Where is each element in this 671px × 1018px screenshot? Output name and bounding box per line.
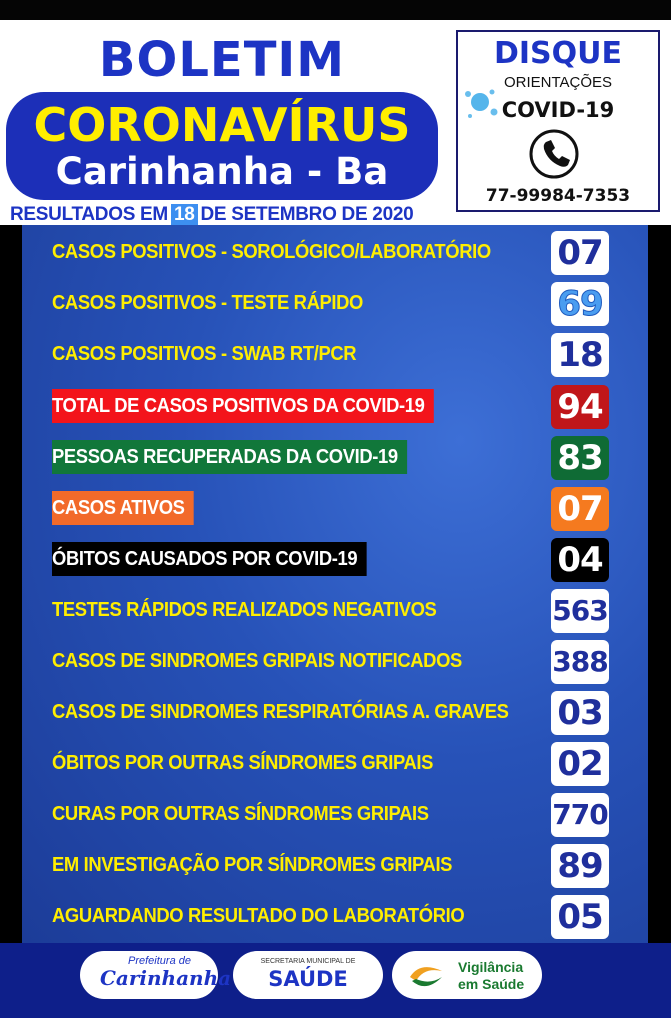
hotline-subtitle: ORIENTAÇÕES <box>503 74 613 91</box>
header <box>0 20 671 225</box>
hotline-topic: COVID-19 <box>501 98 615 122</box>
title-boletim: BOLETIM <box>98 32 346 88</box>
footer <box>0 943 671 1018</box>
stat-row <box>22 742 648 782</box>
stat-value: 69 <box>551 282 609 326</box>
stat-value: 03 <box>551 691 609 735</box>
stat-row <box>22 640 648 680</box>
stat-row <box>22 436 648 476</box>
results-date-line <box>10 204 450 226</box>
stat-value: 94 <box>551 385 609 429</box>
stat-row <box>22 487 648 527</box>
title-block <box>2 32 442 225</box>
logo-secretaria-main: SAÚDE <box>268 967 348 991</box>
stat-row <box>22 333 648 373</box>
stat-value: 07 <box>551 231 609 275</box>
title-city: Carinhanha - Ba <box>55 150 389 193</box>
stat-label: TESTES RÁPIDOS REALIZADOS NEGATIVOS <box>52 599 437 621</box>
stat-label: ÓBITOS CAUSADOS POR COVID-19 <box>52 542 366 576</box>
stat-label: ÓBITOS POR OUTRAS SÍNDROMES GRIPAIS <box>52 752 434 774</box>
results-day: 18 <box>171 204 198 226</box>
stat-value: 89 <box>551 844 609 888</box>
logo-vigilancia-line2: em Saúde <box>458 976 525 992</box>
stats-panel <box>22 225 648 943</box>
stat-label: CASOS POSITIVOS - SOROLÓGICO/LABORATÓRIO <box>52 241 491 263</box>
stat-row <box>22 589 648 629</box>
phone-icon <box>528 128 580 180</box>
logo-secretaria-saude <box>233 951 383 999</box>
stat-row <box>22 691 648 731</box>
logo-prefeitura-main: Carinhanha <box>100 966 232 990</box>
stat-row <box>22 793 648 833</box>
stat-value: 83 <box>551 436 609 480</box>
stat-label: CASOS ATIVOS <box>52 491 194 525</box>
hotline-box <box>456 30 660 212</box>
stat-value: 02 <box>551 742 609 786</box>
title-pill <box>6 92 438 200</box>
stat-row <box>22 231 648 271</box>
stat-label: PESSOAS RECUPERADAS DA COVID-19 <box>52 440 407 474</box>
stat-label: TOTAL DE CASOS POSITIVOS DA COVID-19 <box>52 389 434 423</box>
logo-vigilancia <box>392 951 542 999</box>
stat-row <box>22 538 648 578</box>
top-bar <box>0 0 671 20</box>
results-suffix: DE SETEMBRO DE 2020 <box>200 204 414 225</box>
title-coronavirus: CORONAVÍRUS <box>33 98 411 152</box>
stat-row <box>22 385 648 425</box>
stat-value: 04 <box>551 538 609 582</box>
results-prefix: RESULTADOS EM <box>10 204 168 225</box>
stat-label: CASOS POSITIVOS - TESTE RÁPIDO <box>52 292 364 314</box>
hotline-phone[interactable]: 77-99984-7353 <box>485 186 631 206</box>
stat-row <box>22 282 648 322</box>
logo-vigilancia-line1: Vigilância <box>458 959 524 975</box>
logo-secretaria-small: SECRETARIA MUNICIPAL DE <box>260 958 356 965</box>
stat-value: 388 <box>551 640 609 684</box>
logo-prefeitura <box>80 951 232 999</box>
hotline-title: DISQUE <box>493 36 623 71</box>
stat-label: CASOS DE SINDROMES GRIPAIS NOTIFICADOS <box>52 650 462 672</box>
logo-prefeitura-small: Prefeitura de <box>128 955 191 967</box>
stat-label: CASOS POSITIVOS - SWAB RT/PCR <box>52 343 357 365</box>
stat-value: 563 <box>551 589 609 633</box>
stat-label: CASOS DE SINDROMES RESPIRATÓRIAS A. GRAVES <box>52 701 509 723</box>
stat-value: 07 <box>551 487 609 531</box>
stat-row <box>22 844 648 884</box>
stat-label: AGUARDANDO RESULTADO DO LABORATÓRIO <box>52 905 465 927</box>
stat-value: 05 <box>551 895 609 939</box>
stat-value: 18 <box>551 333 609 377</box>
stat-row <box>22 895 648 935</box>
vigilancia-icon <box>406 959 446 991</box>
stat-value: 770 <box>551 793 609 837</box>
stat-label: EM INVESTIGAÇÃO POR SÍNDROMES GRIPAIS <box>52 854 453 876</box>
stat-label: CURAS POR OUTRAS SÍNDROMES GRIPAIS <box>52 803 429 825</box>
